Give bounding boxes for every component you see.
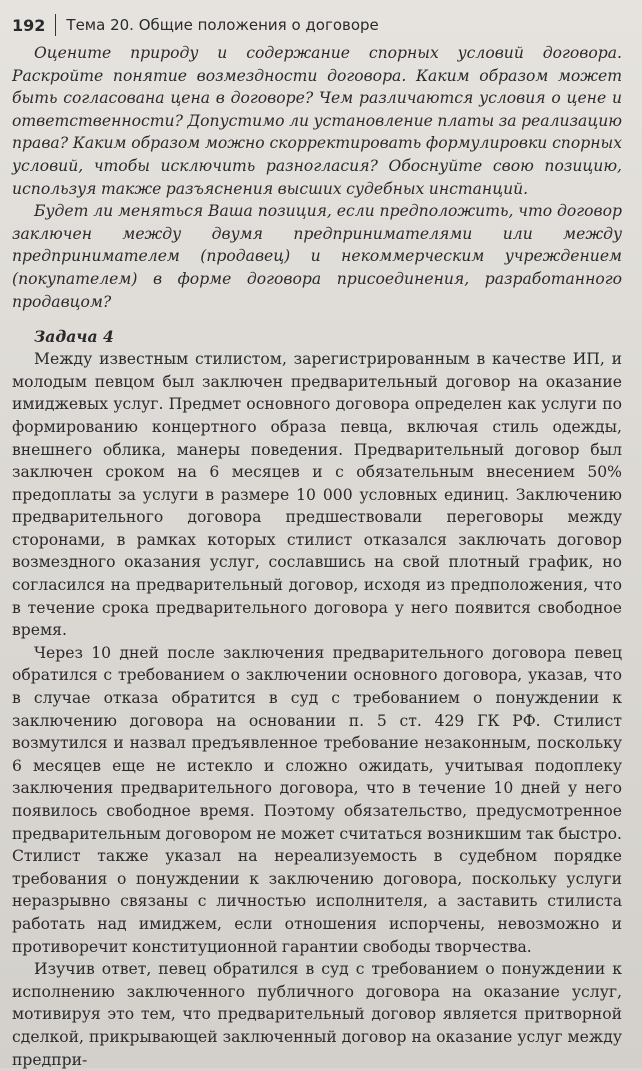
page-header bbox=[12, 14, 622, 36]
questions-block bbox=[12, 42, 622, 313]
task-paragraph: Изучив ответ, певец обратился в суд с требованием о понуждении к исполнению заключенного публичного договора на оказание услуг, мотивируя это тем, что предварительный договор является притворной сделкой, прикрывающей заключенный договор на оказание услуг между предпри- bbox=[12, 960, 622, 1069]
task-body bbox=[12, 348, 622, 1071]
task-paragraph: Между известным стилистом, зарегистрированным в качестве ИП, и молодым певцом был заключен предварительный договор на оказание имиджевых услуг. Предмет основного договора определен как услуги по формированию концертного образа певца, включая стиль одежды, внешнего облика, манеры поведения. Предварительный договор был заключен сроком на 6 месяцев и с обязательным внесением 50% предоплаты за услуги в размере 10 000 условных единиц. Заключению предварительного договора предшествовали переговоры между сторонами, в рамках которых стилист отказался заключать договор возмездного оказания услуг, сославшись на свой плотный график, но согласился на предварительный договор, исходя из предположения, что в течение срока предварительного договора у него появится свободное время. bbox=[12, 350, 622, 640]
chapter-title: Тема 20. Общие положения о договоре bbox=[66, 16, 379, 34]
task-paragraph: Через 10 дней после заключения предварительного договора певец обратился с требованием о заключении основного договора, указав, что в случае отказа обратится в суд с требованием о понуждении к заключению договора на основании п. 5 ст. 429 ГК РФ. Стилист возмутился и назвал предъявленное требование незаконным, поскольку 6 месяцев еще не истекло и сложно ожидать, учитывая подоплеку заключения предварительного договора, что в течение 10 дней у него появилось свободное время. Поэтому обязательство, предусмотренное предварительным договором не может считаться возникшим так быстро. Стилист также указал на нереализуемость в судебном порядке требования о понуждении к заключению договора, поскольку услуги неразрывно связаны с личностью исполнителя, а заставить стилиста работать над имиджем, если отношения испорчены, невозможно и противоречит конституционной гарантии свободы творчества. bbox=[12, 643, 622, 956]
page-number: 192 bbox=[12, 15, 46, 35]
question-paragraph: Будет ли меняться Ваша позиция, если предположить, что договор заключен между двумя предпринимателями или между предпринимателем (продавец) и некоммерческим учреждением (покупателем) в форме договора присоединения, разработанного продавцом? bbox=[12, 202, 622, 311]
header-divider bbox=[55, 14, 56, 36]
question-paragraph: Оцените природу и содержание спорных условий договора. Раскройте понятие возмездности договора. Каким образом может быть согласована цена в договоре? Чем различаются условия о цене и ответственности? Допустимо ли установление платы за реализацию права? Каким образом можно скорректировать формулировки спорных условий, чтобы исключить разногласия? Обоснуйте свою позицию, используя также разъяснения высших судебных инстанций. bbox=[12, 44, 622, 198]
task-title: Задача 4 bbox=[34, 327, 114, 347]
